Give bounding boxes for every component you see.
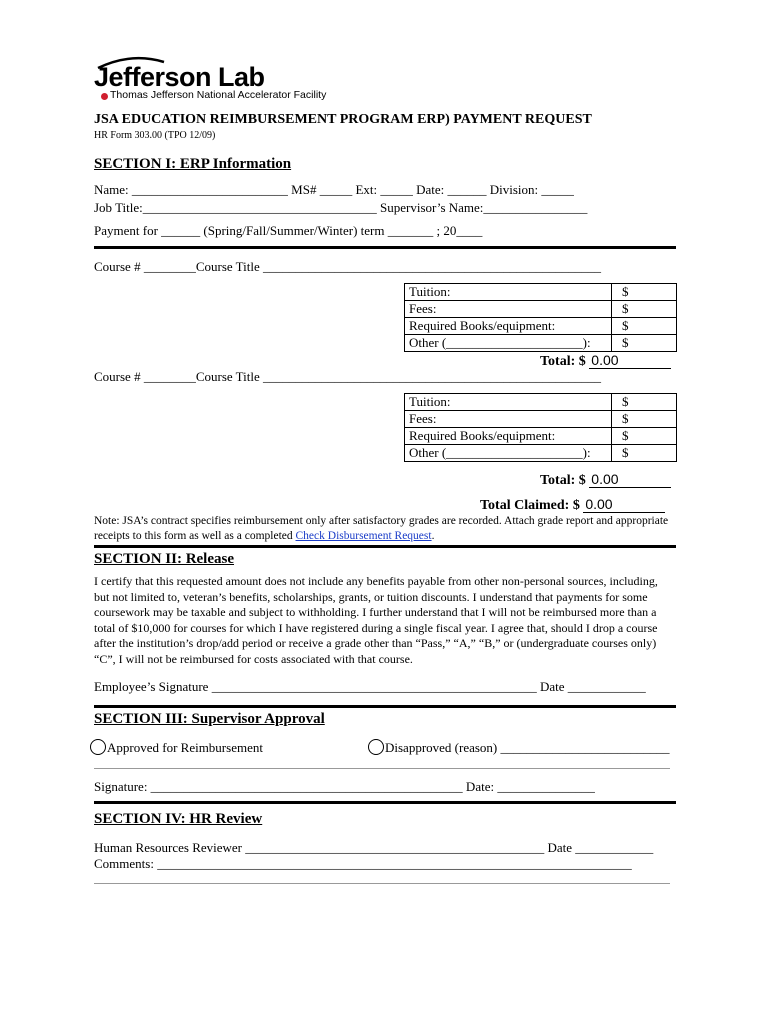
check-disbursement-link[interactable]: Check Disbursement Request xyxy=(295,529,432,542)
fee-label: Other (_____________________): xyxy=(405,335,612,352)
note xyxy=(94,514,676,543)
logo-brand: Jefferson Lab xyxy=(94,62,265,92)
payment-line[interactable]: Payment for ______ (Spring/Fall/Summer/Winter) term _______ ; 20____ xyxy=(94,223,483,238)
fee-label: Fees: xyxy=(405,301,612,318)
job-title-line[interactable]: Job Title:____________________________________ Supervisor’s Name:________________ xyxy=(94,200,588,215)
form-number: HR Form 303.00 (TPO 12/09) xyxy=(94,130,216,141)
fee-amount[interactable]: $ xyxy=(612,301,677,318)
table-row xyxy=(405,411,677,428)
note-text: Note: JSA’s contract specifies reimbursement only after satisfactory grades are recorded. Attach grade report and appropriate receipts to this form as well as a completed xyxy=(94,515,669,542)
disapproved-option[interactable] xyxy=(368,739,670,756)
table-row xyxy=(405,284,677,301)
approved-option[interactable] xyxy=(90,739,263,756)
total-claimed-row xyxy=(480,496,665,514)
fee-amount[interactable]: $ xyxy=(612,445,677,462)
total-claimed-value[interactable]: 0.00 xyxy=(583,496,665,513)
fee-table-2 xyxy=(404,393,677,462)
fee-label: Required Books/equipment: xyxy=(405,318,612,335)
note-end: . xyxy=(431,529,435,542)
approved-label: Approved for Reimbursement xyxy=(107,740,263,755)
reason-line[interactable] xyxy=(94,768,670,769)
divider xyxy=(94,705,676,708)
fee-amount[interactable]: $ xyxy=(612,428,677,445)
table-row xyxy=(405,428,677,445)
name-line[interactable]: Name: ________________________ MS# _____ Ext: _____ Date: ______ Division: _____ xyxy=(94,182,574,197)
table-row xyxy=(405,335,677,352)
hr-reviewer-line[interactable]: Human Resources Reviewer ______________________________________________ Date ____________ xyxy=(94,840,654,855)
total-row-1 xyxy=(540,352,671,370)
table-row xyxy=(405,445,677,462)
section2-heading: SECTION II: Release xyxy=(94,551,235,567)
approved-radio[interactable] xyxy=(90,739,106,755)
fee-amount[interactable]: $ xyxy=(612,284,677,301)
fee-amount[interactable]: $ xyxy=(612,394,677,411)
comments-line[interactable]: Comments: _________________________________________________________________________ xyxy=(94,856,632,871)
total-value[interactable]: 0.00 xyxy=(589,471,671,488)
total-claimed-label: Total Claimed: $ xyxy=(480,498,580,513)
logo xyxy=(94,56,354,102)
fee-amount[interactable]: $ xyxy=(612,335,677,352)
total-label: Total: $ xyxy=(540,473,586,488)
disapproved-label: Disapproved (reason) __________________________ xyxy=(385,740,670,755)
fee-table-1 xyxy=(404,283,677,352)
total-label: Total: $ xyxy=(540,354,586,369)
release-text: I certify that this requested amount does not include any benefits payable from other non-personal sources, including, but not limited to, veteran’s benefits, scholarships, grants, or tuition discounts. I understand that payments for some coursework may be taxable and subject to withholding. I further understand that I will not be reimbursed more than a total of $10,000 for courses for which I have registered during a single fiscal year. I agree that, should I drop a course after the institution’s drop/add period or receive a grade other than “Pass,” “A,” “B,” or (undergraduate courses only) “C”, I will not be reimbursed for costs associated with that course. xyxy=(94,574,658,666)
table-row xyxy=(405,301,677,318)
fee-label: Fees: xyxy=(405,411,612,428)
course-line-1[interactable]: Course # ________Course Title ____________________________________________________ xyxy=(94,259,602,274)
course-line-2[interactable]: Course # ________Course Title ____________________________________________________ xyxy=(94,369,602,384)
logo-subtitle: Thomas Jefferson National Accelerator Facility xyxy=(110,89,327,101)
fee-label: Tuition: xyxy=(405,284,612,301)
logo-dot-icon xyxy=(101,93,108,100)
table-row xyxy=(405,318,677,335)
form-title: JSA EDUCATION REIMBURSEMENT PROGRAM ERP) PAYMENT REQUEST xyxy=(94,112,592,127)
fee-amount[interactable]: $ xyxy=(612,318,677,335)
total-row-2 xyxy=(540,471,671,489)
divider xyxy=(94,246,676,249)
comments-extra-line[interactable] xyxy=(94,883,670,884)
total-value[interactable]: 0.00 xyxy=(589,352,671,369)
fee-amount[interactable]: $ xyxy=(612,411,677,428)
divider xyxy=(94,545,676,548)
section1-heading: SECTION I: ERP Information xyxy=(94,156,292,172)
table-row xyxy=(405,394,677,411)
employee-signature-line[interactable]: Employee’s Signature __________________________________________________ Date ____________ xyxy=(94,679,646,694)
section4-heading: SECTION IV: HR Review xyxy=(94,811,263,827)
disapproved-radio[interactable] xyxy=(368,739,384,755)
fee-label: Tuition: xyxy=(405,394,612,411)
section3-heading: SECTION III: Supervisor Approval xyxy=(94,711,325,727)
fee-label: Required Books/equipment: xyxy=(405,428,612,445)
supervisor-signature-line[interactable]: Signature: ________________________________________________ Date: _______________ xyxy=(94,779,595,794)
fee-label: Other (_____________________): xyxy=(405,445,612,462)
divider xyxy=(94,801,676,804)
